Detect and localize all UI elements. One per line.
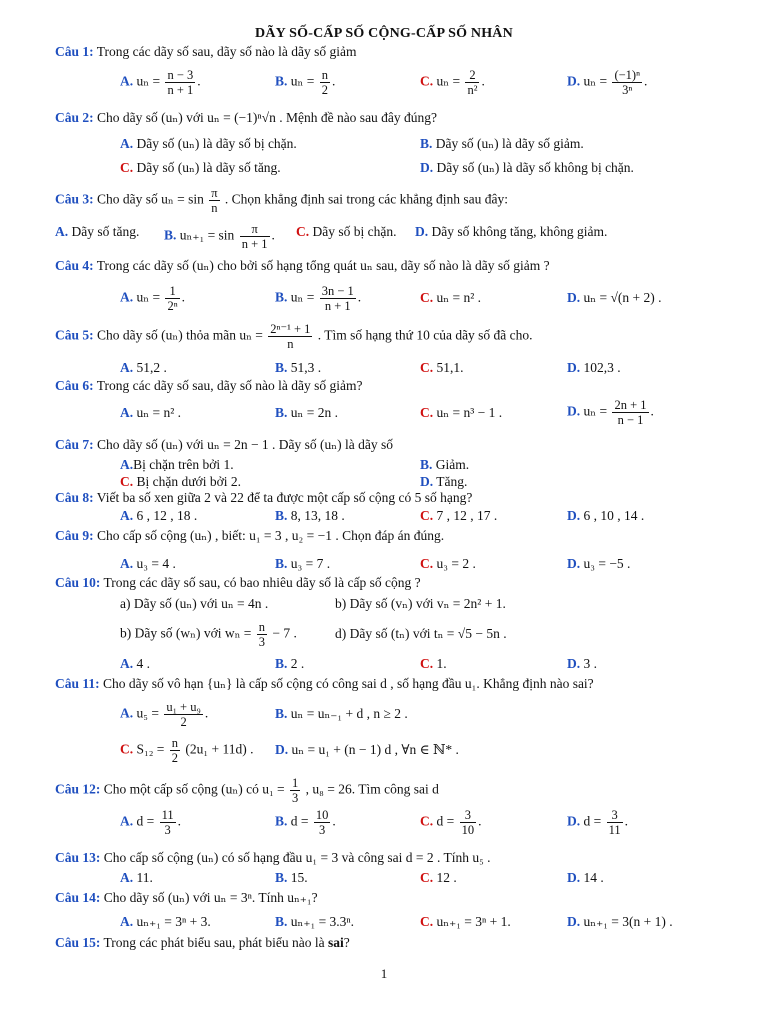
option-a: A. uₙ₊₁ = 3ⁿ + 3.	[120, 914, 211, 929]
option-d: D. uₙ = $\frac{\text{(−1)ⁿ}}{\text{3ⁿ}}$ .	[567, 68, 648, 97]
option-letter: C.	[120, 160, 134, 175]
option-c: C. uₙ = n³ − 1 .	[420, 405, 503, 420]
option-letter: C.	[420, 405, 434, 420]
option-a: A. Dãy số tăng.	[55, 224, 140, 239]
option-d: D. Tăng.	[420, 474, 468, 489]
option-letter: B.	[275, 289, 288, 305]
option-a: A. u₃ = 4 .	[120, 556, 176, 571]
question-11: Câu 11: Cho dãy số vô hạn {uₙ} là cấp số cộng có công sai d , số hạng đầu u₁. Khẳng định nào sai?	[55, 676, 594, 691]
statement-b: b) Dãy số (vₙ) với vₙ = 2n² + 1.	[335, 596, 506, 611]
option-d: D. Dãy số không tăng, không giảm.	[415, 224, 608, 239]
statement-c: b) Dãy số (wₙ) với wₙ = $\frac{n}{3}$ − 7 .	[120, 620, 297, 649]
question-label: Câu 1:	[55, 44, 94, 59]
question-9: Câu 9: Cho cấp số cộng (uₙ) , biết: u₁ = 3 , u₂ = −1 . Chọn đáp án đúng.	[55, 528, 445, 543]
option-b: B. uₙ = uₙ₋₁ + d , n ≥ 2 .	[275, 706, 408, 721]
question-4: Câu 4: Trong các dãy số (uₙ) cho bởi số hạng tổng quát uₙ sau, dãy số nào là dãy số giảm ?	[55, 258, 550, 273]
option-b: B. uₙ = 2n .	[275, 405, 338, 420]
option-b: B. 15.	[275, 870, 308, 885]
option-b: B. uₙ₊₁ = sin $\frac{\pi}{n + 1}$ .	[164, 222, 275, 251]
option-letter: B.	[275, 870, 288, 885]
option-letter: B.	[275, 656, 288, 671]
option-letter: D.	[420, 160, 434, 175]
option-letter: B.	[420, 136, 433, 151]
option-c: C. u₃ = 2 .	[420, 556, 476, 571]
question-3: Câu 3: Cho dãy số uₙ = sin $\frac{\pi}{n}$ . Chọn khẳng định sai trong các khẳng định sau đây:	[55, 186, 508, 215]
option-letter: C.	[420, 360, 434, 375]
option-letter: B.	[275, 360, 288, 375]
option-d: D. 14 .	[567, 870, 604, 885]
question-13: Câu 13: Cho cấp số cộng (uₙ) có số hạng đầu u₁ = 3 và công sai d = 2 . Tính u₅ .	[55, 850, 491, 865]
option-letter: C.	[420, 556, 434, 571]
question-10: Câu 10: Trong các dãy số sau, có bao nhiêu dãy số là cấp số cộng ?	[55, 575, 421, 590]
option-c: C. 1.	[420, 656, 447, 671]
page-title: DÃY SỐ-CẤP SỐ CỘNG-CẤP SỐ NHÂN	[255, 26, 513, 41]
option-c: C. uₙ = n² .	[420, 290, 482, 305]
option-c: C. 7 , 12 , 17 .	[420, 508, 498, 523]
option-a: A. Dãy số (uₙ) là dãy số bị chặn.	[120, 136, 297, 151]
option-letter: A.	[120, 360, 134, 375]
option-b: B. 8, 13, 18 .	[275, 508, 345, 523]
option-d: D. uₙ = √(n + 2) .	[567, 290, 662, 305]
option-letter: D.	[567, 508, 581, 523]
option-letter: A.	[120, 705, 134, 721]
question-8: Câu 8: Viết ba số xen giữa 2 và 22 để ta được một cấp số cộng có 5 số hạng?	[55, 490, 473, 505]
option-letter: D.	[567, 656, 581, 671]
option-b: B. 51,3 .	[275, 360, 322, 375]
option-a: A. 6 , 12 , 18 .	[120, 508, 198, 523]
option-letter: C.	[420, 914, 434, 929]
option-c: C. Dãy số bị chặn.	[296, 224, 397, 239]
option-letter: D.	[420, 474, 434, 489]
option-letter: B.	[275, 556, 288, 571]
option-letter: A.	[120, 870, 134, 885]
option-letter: C.	[120, 741, 134, 757]
option-letter: D.	[567, 556, 581, 571]
option-letter: B.	[275, 914, 288, 929]
option-letter: D.	[567, 403, 581, 419]
option-letter: A.	[55, 224, 69, 239]
option-c: C. d = $\frac{3}{10}$ .	[420, 808, 482, 837]
option-b: B. uₙ = $\frac{n}{2}$ .	[275, 68, 336, 97]
option-a: A. 11.	[120, 870, 153, 885]
option-b: B. d = $\frac{10}{3}$ .	[275, 808, 336, 837]
question-12: Câu 12: Cho một cấp số cộng (uₙ) có u₁ = $\frac{1}{3}$ , u₈ = 26. Tìm công sai d	[55, 776, 439, 805]
option-letter: C.	[420, 508, 434, 523]
option-d: D. Dãy số (uₙ) là dãy số không bị chặn.	[420, 160, 634, 175]
option-d: D. 6 , 10 , 14 .	[567, 508, 645, 523]
option-b: B. 2 .	[275, 656, 305, 671]
option-letter: B.	[275, 73, 288, 89]
option-c: C. uₙ = $\frac{2}{\text{n²}}$ .	[420, 68, 485, 97]
option-letter: B.	[275, 405, 288, 420]
option-c: C. 12 .	[420, 870, 457, 885]
option-d: D. uₙ = $\frac{2n + 1}{n - 1}$ .	[567, 398, 654, 427]
question-6: Câu 6: Trong các dãy số sau, dãy số nào là dãy số giảm?	[55, 378, 363, 393]
option-letter: C.	[420, 73, 434, 89]
option-letter: A.	[120, 73, 134, 89]
option-c: C. Bị chặn dưới bởi 2.	[120, 474, 241, 489]
option-c: C. S₁₂ = $\frac{n}{2}$ (2u₁ + 11d) .	[120, 736, 254, 765]
option-letter: A.	[120, 136, 134, 151]
option-c: C. 51,1.	[420, 360, 464, 375]
question-1	[55, 44, 738, 60]
option-d: D. u₃ = −5 .	[567, 556, 631, 571]
option-a: A.Bị chặn trên bởi 1.	[120, 457, 234, 472]
option-letter: D.	[567, 813, 581, 829]
option-letter: C.	[296, 224, 310, 239]
option-b: B. uₙ₊₁ = 3.3ⁿ.	[275, 914, 355, 929]
option-a: A. uₙ = n² .	[120, 405, 182, 420]
option-letter: A.	[120, 556, 134, 571]
option-d: D. d = $\frac{3}{11}$ .	[567, 808, 629, 837]
option-letter: B.	[275, 706, 288, 721]
option-c: C. uₙ₊₁ = 3ⁿ + 1.	[420, 914, 511, 929]
option-letter: A.	[120, 914, 134, 929]
option-letter: C.	[420, 656, 434, 671]
question-14: Câu 14: Cho dãy số (uₙ) với uₙ = 3ⁿ. Tính uₙ₊₁?	[55, 890, 318, 905]
statement-d: d) Dãy số (tₙ) với tₙ = √5 − 5n .	[335, 626, 507, 641]
option-letter: A.	[120, 813, 134, 829]
option-letter: B.	[275, 508, 288, 523]
option-letter: D.	[567, 360, 581, 375]
option-letter: D.	[275, 742, 289, 757]
statement-a: a) Dãy số (uₙ) với uₙ = 4n .	[120, 596, 269, 611]
option-letter: A.	[120, 508, 134, 523]
question-15: Câu 15: Trong các phát biểu sau, phát biểu nào là sai?	[55, 935, 350, 950]
option-d: D. 102,3 .	[567, 360, 621, 375]
option-c: C. Dãy số (uₙ) là dãy số tăng.	[120, 160, 281, 175]
option-letter: B.	[420, 457, 433, 472]
option-a: A. 51,2 .	[120, 360, 167, 375]
option-d: D. uₙ = u₁ + (n − 1) d , ∀n ∈ ℕ* .	[275, 742, 459, 757]
option-a: A. uₙ = $\frac{n - 3}{n + 1}$ .	[120, 68, 201, 97]
option-letter: A.	[120, 656, 134, 671]
option-b: B. u₃ = 7 .	[275, 556, 331, 571]
option-letter: A.	[120, 405, 134, 420]
fraction: $\frac{n - 3}{n + 1}$	[167, 68, 194, 97]
question-stem: Trong các dãy số sau, dãy số nào là dãy số giảm	[96, 44, 357, 59]
option-d: D. uₙ₊₁ = 3(n + 1) .	[567, 914, 673, 929]
option-letter: C.	[120, 474, 134, 489]
option-letter: D.	[567, 73, 581, 89]
option-letter: B.	[275, 813, 288, 829]
option-b: B. Dãy số (uₙ) là dãy số giảm.	[420, 136, 584, 151]
option-a: A. d = $\frac{11}{3}$ .	[120, 808, 182, 837]
option-b: B. Giảm.	[420, 457, 470, 472]
question-7: Câu 7: Cho dãy số (uₙ) với uₙ = 2n − 1 . Dãy số (uₙ) là dãy số	[55, 437, 393, 452]
option-a: A. 4 .	[120, 656, 150, 671]
option-a: A. uₙ = $\frac{1}{\text{2ⁿ}}$ .	[120, 284, 186, 313]
option-letter: D.	[567, 870, 581, 885]
option-d: D. 3 .	[567, 656, 597, 671]
option-letter: A.	[120, 457, 134, 472]
question-5: Câu 5: Cho dãy số (uₙ) thỏa mãn uₙ = $\frac{\text{2ⁿ⁻¹ + 1}}{n}$ . Tìm số hạng thứ 10 của dãy số đã cho.	[55, 322, 533, 351]
option-letter: C.	[420, 813, 434, 829]
option-a: A. u₅ = $\frac{\text{u₁ + u₉}}{2}$ .	[120, 700, 209, 729]
option-letter: D.	[415, 224, 429, 239]
option-letter: D.	[567, 290, 581, 305]
option-letter: B.	[164, 227, 177, 243]
option-letter: A.	[120, 289, 134, 305]
option-b: B. uₙ = $\frac{3n - 1}{n + 1}$ .	[275, 284, 362, 313]
option-letter: D.	[567, 914, 581, 929]
question-2: Câu 2: Cho dãy số (uₙ) với uₙ = (−1)ⁿ√n . Mệnh đề nào sau đây đúng?	[55, 110, 438, 125]
page-number: 1	[380, 966, 388, 981]
option-letter: C.	[420, 290, 434, 305]
option-letter: C.	[420, 870, 434, 885]
